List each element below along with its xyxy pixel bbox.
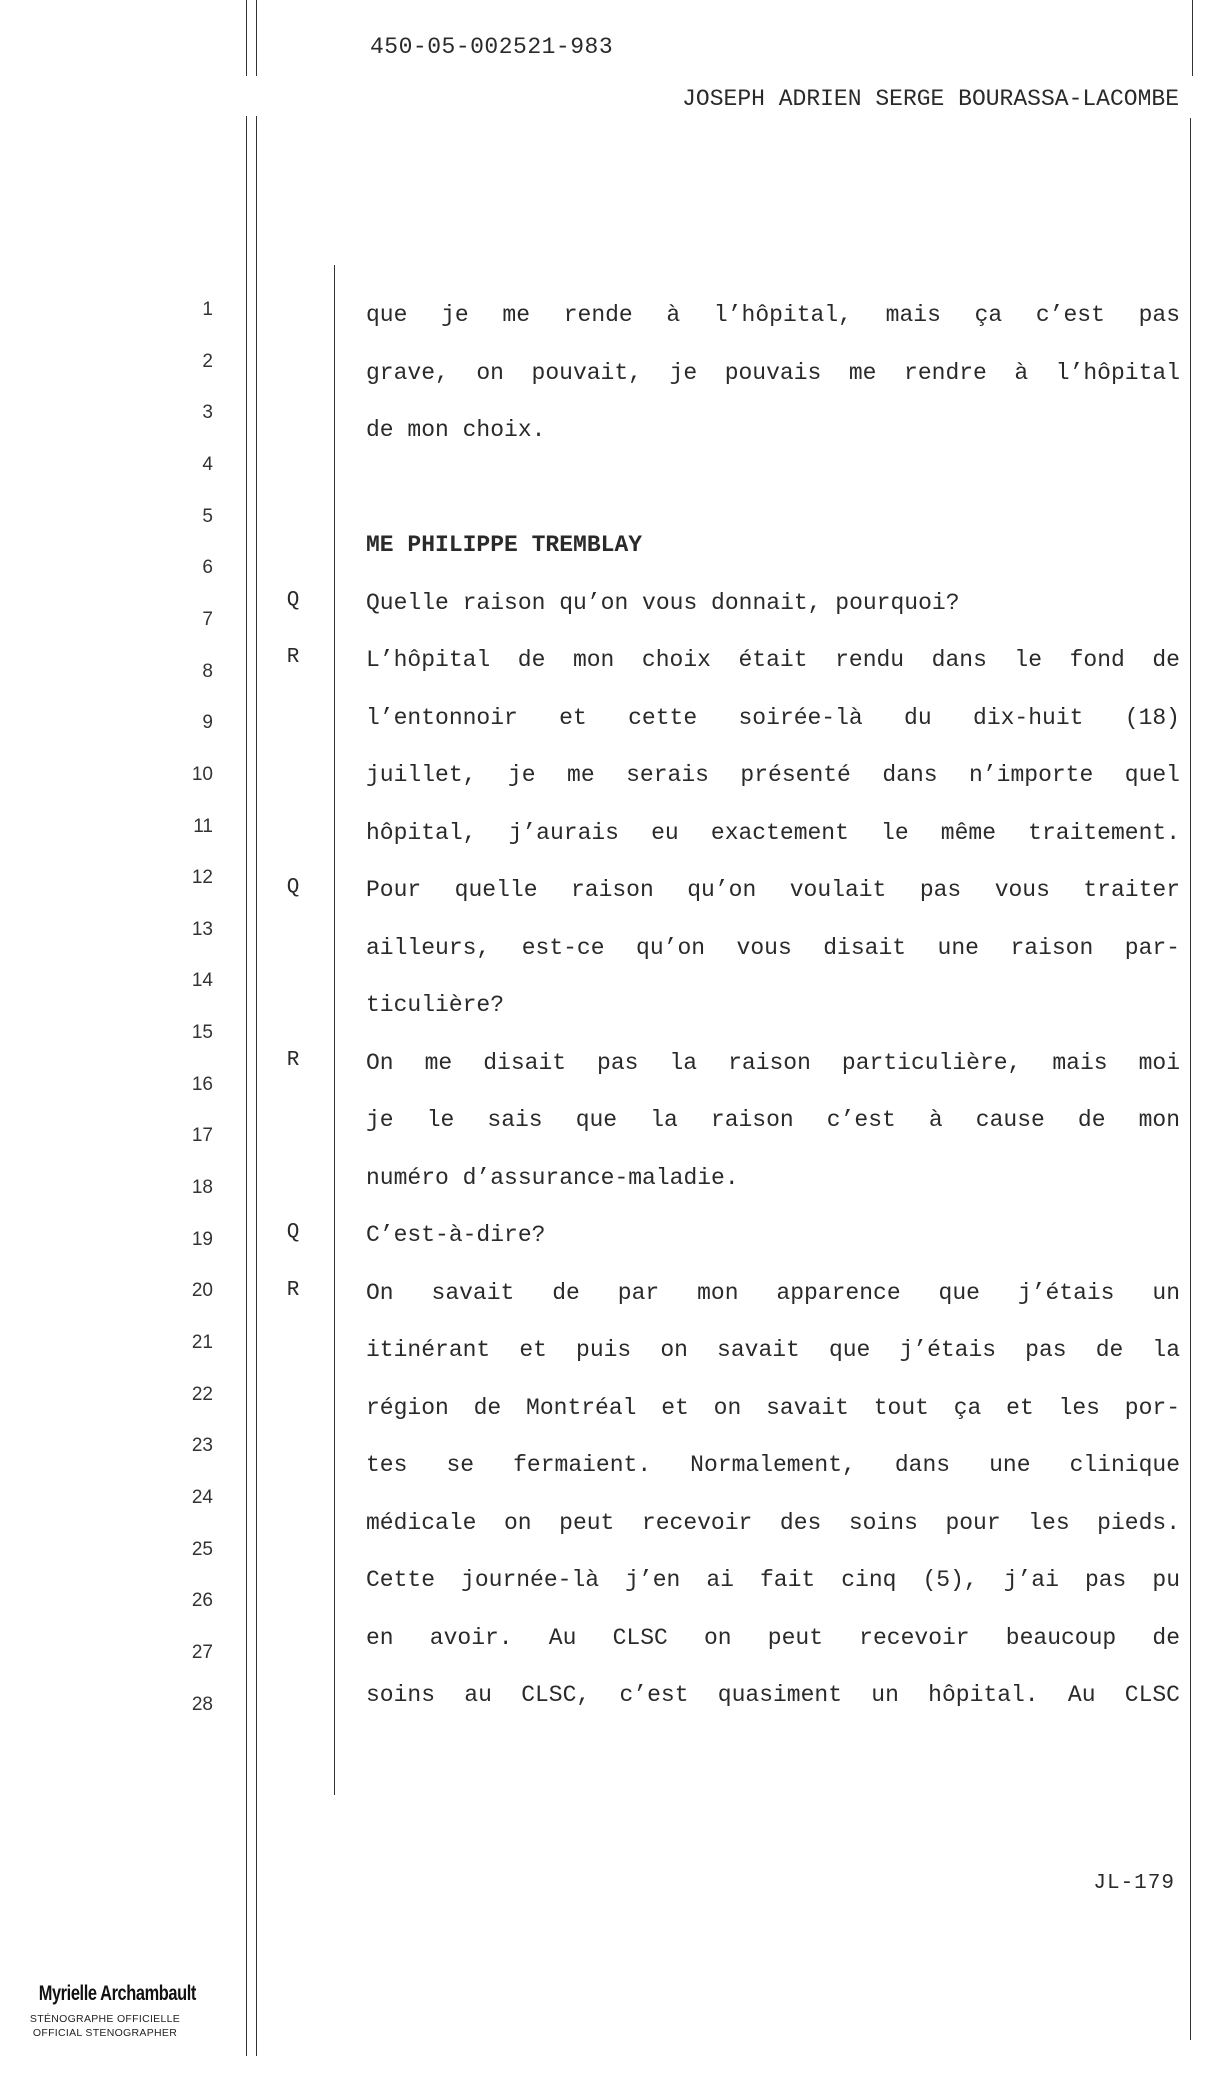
- question-marker: Q: [286, 1221, 300, 1244]
- case-number: 450-05-002521-983: [370, 34, 614, 60]
- transcript-line: hôpital, j’aurais eu exactement le même traitement.: [366, 819, 1180, 846]
- transcript-line: l’entonnoir et cette soirée-là du dix-huit (18): [366, 704, 1180, 731]
- line-number: 15: [191, 1022, 213, 1044]
- transcript-line: juillet, je me serais présenté dans n’importe quel: [366, 762, 1180, 788]
- transcript-line: Quelle raison qu’on vous donnait, pourquoi?: [366, 589, 960, 616]
- line-number: 11: [193, 815, 213, 837]
- line-number: 19: [191, 1228, 213, 1250]
- line-number: 6: [202, 557, 213, 579]
- transcript-line: région de Montréal et on savait tout ça et les por-: [366, 1394, 1180, 1421]
- question-marker: Q: [286, 588, 300, 612]
- transcript-line: grave, on pouvait, je pouvais me rendre à l’hôpital: [366, 359, 1180, 386]
- transcript-line: On me disait pas la raison particulière, mais moi: [366, 1049, 1180, 1076]
- stamp-title-en: OFFICIAL STENOGRAPHER: [32, 2027, 178, 2039]
- left-margin-rule-inner-top: [256, 0, 257, 76]
- line-number: 2: [202, 350, 213, 372]
- left-margin-rule-inner: [256, 116, 257, 2056]
- transcript-line: On savait de par mon apparence que j’étais un: [366, 1279, 1180, 1306]
- line-number: 20: [191, 1280, 213, 1302]
- line-number: 17: [191, 1125, 213, 1147]
- question-marker: Q: [286, 876, 300, 899]
- answer-marker: R: [286, 646, 300, 669]
- left-margin-rule-outer-top: [246, 0, 247, 76]
- transcript-line: ailleurs, est-ce qu’on vous disait une raison par-: [366, 934, 1180, 961]
- line-number: 25: [191, 1538, 213, 1560]
- transcript-line: numéro d’assurance-maladie.: [366, 1164, 739, 1191]
- transcript-line: que je me rende à l’hôpital, mais ça c’est pas: [366, 302, 1180, 328]
- page-id: JL-179: [1093, 1872, 1175, 1895]
- line-number: 21: [191, 1332, 213, 1353]
- transcript-line: Pour quelle raison qu’on voulait pas vous traiter: [366, 877, 1180, 903]
- transcript-line: ticulière?: [366, 992, 505, 1018]
- transcript-line: de mon choix.: [366, 417, 546, 443]
- transcript-line: L’hôpital de mon choix était rendu dans le fond de: [366, 647, 1180, 673]
- left-margin-rule-outer: [246, 116, 247, 2056]
- line-number: 10: [191, 763, 213, 785]
- line-number: 26: [191, 1590, 213, 1612]
- line-number: 18: [191, 1177, 213, 1199]
- stenographer-name: Myrielle Archambault: [38, 1982, 196, 2005]
- answer-marker: R: [286, 1048, 300, 1072]
- line-number: 1: [202, 299, 213, 320]
- line-number: 22: [191, 1383, 213, 1405]
- witness-name: JOSEPH ADRIEN SERGE BOURASSA-LACOMBE: [682, 86, 1179, 112]
- speaker-column-rule: [334, 265, 335, 1795]
- right-margin-rule-top: [1192, 0, 1193, 76]
- transcript-line: médicale on peut recevoir des soins pour les pieds.: [366, 1509, 1180, 1536]
- answer-marker: R: [286, 1278, 300, 1302]
- stamp-title-fr: STÉNOGRAPHE OFFICIELLE: [29, 2013, 181, 2025]
- line-number: 12: [191, 867, 213, 889]
- line-number: 27: [191, 1641, 213, 1663]
- line-number: 23: [191, 1435, 213, 1457]
- line-number: 14: [191, 970, 213, 992]
- transcript-line: en avoir. Au CLSC on peut recevoir beaucoup de: [366, 1624, 1180, 1651]
- transcript-line: Cette journée-là j’en ai fait cinq (5), j’ai pas pu: [366, 1567, 1180, 1593]
- line-number: 8: [202, 660, 213, 682]
- line-number: 4: [202, 453, 213, 475]
- line-number: 13: [191, 918, 213, 940]
- transcript-line: soins au CLSC, c’est quasiment un hôpital. Au CLSC: [366, 1682, 1180, 1708]
- speaker-heading: ME PHILIPPE TREMBLAY: [366, 532, 643, 558]
- line-number: 28: [191, 1693, 213, 1715]
- line-number: 16: [191, 1073, 213, 1095]
- line-number: 7: [202, 608, 213, 630]
- transcript-line: [366, 473, 1180, 503]
- line-number: 9: [202, 712, 213, 734]
- transcript-line: tes se fermaient. Normalement, dans une clinique: [366, 1452, 1180, 1478]
- right-margin-rule: [1190, 118, 1191, 2040]
- transcript-line: je le sais que la raison c’est à cause de mon: [366, 1107, 1180, 1133]
- transcript-line: C’est-à-dire?: [366, 1222, 546, 1248]
- line-number: 24: [191, 1486, 213, 1508]
- stenographer-stamp: [20, 1982, 196, 2040]
- transcript-line: itinérant et puis on savait que j’étais pas de la: [366, 1337, 1180, 1363]
- line-number: 5: [202, 505, 213, 527]
- line-number: 3: [202, 402, 213, 424]
